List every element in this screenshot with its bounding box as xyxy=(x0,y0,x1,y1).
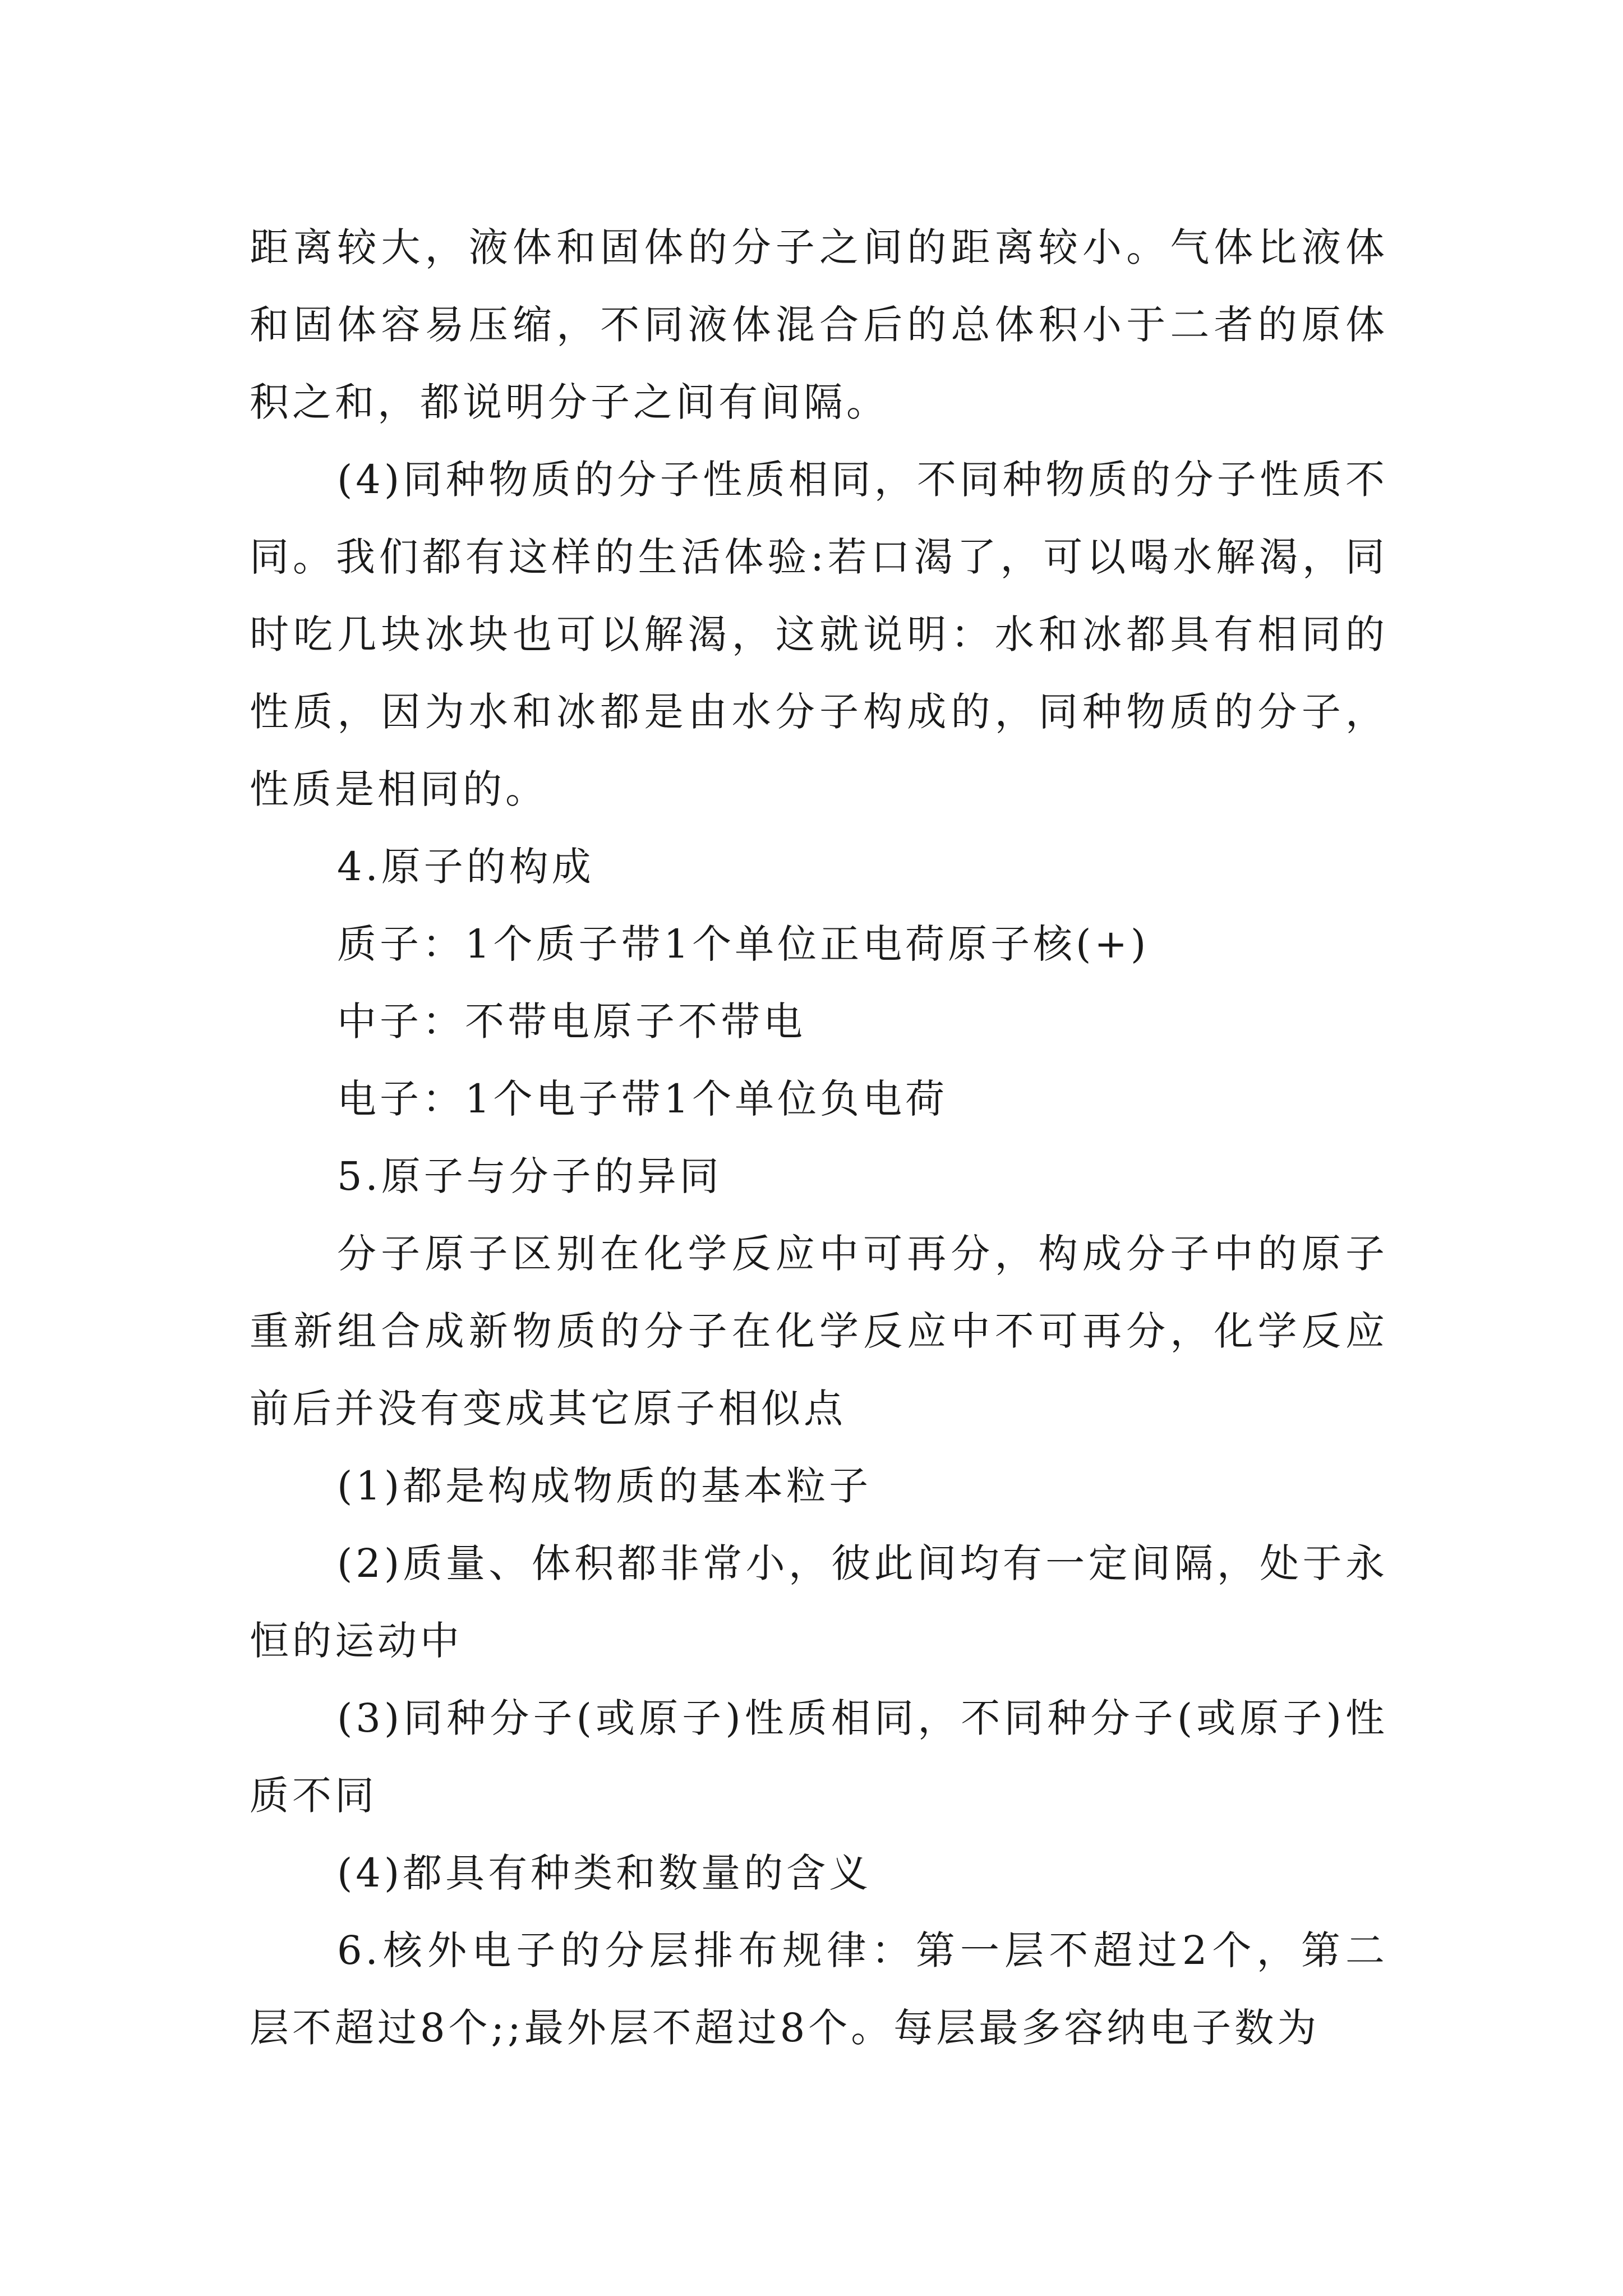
paragraph: 质子：1个质子带1个单位正电荷原子核(+) xyxy=(337,921,1150,967)
list-item: (4)都具有种类和数量的含义 xyxy=(337,1850,872,1896)
section-heading: 5.原子与分子的异同 xyxy=(337,1153,722,1199)
paragraph: 距离较大，液体和固体的分子之间的距离较小。气体比液体和固体容易压缩，不同液体混合后的总体积小于二者的原体积之和，都说明分子之间有间隔。 xyxy=(250,224,1388,425)
list-item: (2)质量、体积都非常小，彼此间均有一定间隔，处于永恒的运动中 xyxy=(250,1540,1388,1664)
document-body xyxy=(250,209,1388,2067)
paragraph: 分子原子区别在化学反应中可再分，构成分子中的原子重新组合成新物质的分子在化学反应中不可再分，化学反应前后并没有变成其它原子相似点 xyxy=(250,1231,1388,1432)
section-heading: 6.核外电子的分层排布规律：第一层不超过2个，第二层不超过8个;;最外层不超过8个。每层最多容纳电子数为 xyxy=(250,1927,1388,2051)
paragraph: 电子：1个电子带1个单位负电荷 xyxy=(337,1076,948,1122)
section-heading: 4.原子的构成 xyxy=(337,844,594,890)
paragraph: (4)同种物质的分子性质相同，不同种物质的分子性质不同。我们都有这样的生活体验:若口渴了，可以喝水解渴，同时吃几块冰块也可以解渴，这就说明：水和冰都具有相同的性质，因为水和冰都是由水分子构成的，同种物质的分子，性质是相同的。 xyxy=(250,457,1388,812)
paragraph: 中子：不带电原子不带电 xyxy=(337,999,806,1045)
list-item: (3)同种分子(或原子)性质相同，不同种分子(或原子)性质不同 xyxy=(250,1695,1388,1819)
list-item: (1)都是构成物质的基本粒子 xyxy=(337,1463,872,1509)
